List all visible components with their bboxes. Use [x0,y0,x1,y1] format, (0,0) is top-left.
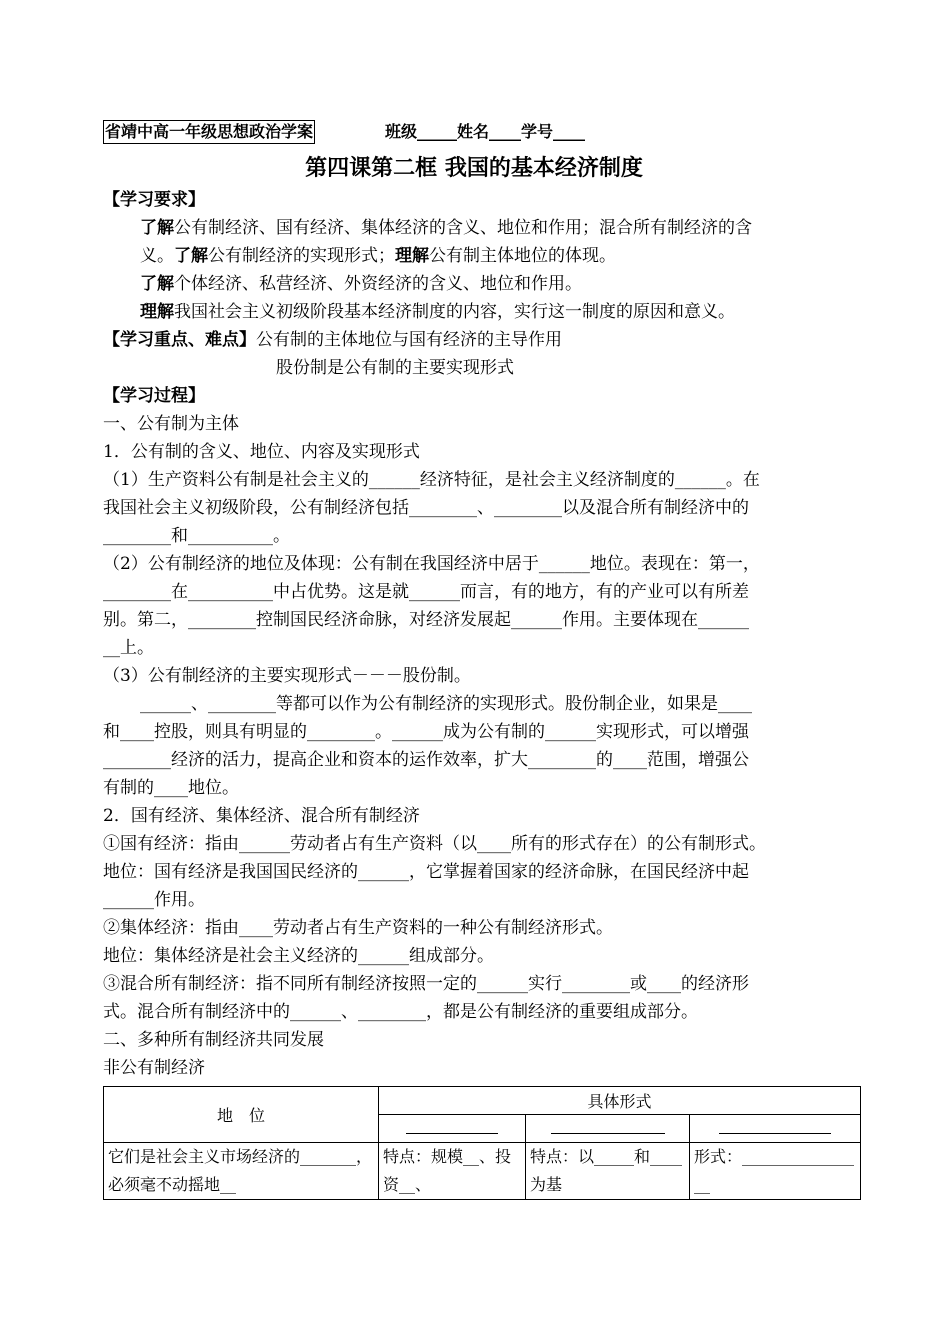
table-header-forms: 具体形式 [379,1087,861,1115]
text-line: __上。 [103,638,154,658]
text-line: 一、公有制为主体 [103,414,239,434]
table-cell: 形式：________________ [690,1143,861,1200]
text-line: （2）公有制经济的地位及体现：公有制在我国经济中居于______地位。表现在：第一， [103,554,760,574]
table-blank-cell [690,1115,861,1143]
table-blank-cell [379,1115,526,1143]
table-cell: 特点：规模__、投资__、 [379,1143,526,1200]
requirement-line: 理解我国社会主义初级阶段基本经济制度的内容，实行这一制度的原因和意义。 [140,302,735,322]
text-line: ①国有经济：指由______劳动者占有生产资料（以____所有的形式存在）的公有制形式。 [103,834,766,854]
text-line: （1）生产资料公有制是社会主义的______经济特征，是社会主义经济制度的______。在 [103,470,760,490]
text-line: 非公有制经济 [103,1058,205,1078]
text-line: ________经济的活力，提高企业和资本的运作效率，扩大________的____范围，增强公 [103,750,749,770]
focus-item: 股份制是公有制的主要实现形式 [276,358,514,378]
text-line: 2．国有经济、集体经济、混合所有制经济 [103,806,420,826]
page-title: 第四课第二框 我国的基本经济制度 [305,155,643,181]
text-line: ②集体经济：指由____劳动者占有生产资料的一种公有制经济形式。 [103,918,613,938]
document-page [103,118,855,1200]
process-heading: 【学习过程】 [103,386,205,406]
requirement-line: 义。了解公有制经济的实现形式；理解公有制主体地位的体现。 [140,246,616,266]
text-line: 二、多种所有制经济共同发展 [103,1030,324,1050]
text-line: 地位：集体经济是社会主义经济的______组成部分。 [103,946,494,966]
school-label: 省靖中高一年级思想政治学案 [103,120,315,144]
non-public-economy-table [103,1086,861,1200]
requirements-heading: 【学习要求】 [103,190,205,210]
text-line: 别。第二，________控制国民经济命脉，对经济发展起______作用。主要体现在______ [103,610,749,630]
student-info-fields: 班级_____姓名____学号____ [385,122,586,141]
text-line: ________在__________中占优势。这是就______而言，有的地方，有的产业可以有所差 [103,582,749,602]
focus-heading: 【学习重点、难点】 [103,330,256,350]
text-line: 有制的____地位。 [103,778,239,798]
requirement-line: 了解公有制经济、国有经济、集体经济的含义、地位和作用；混合所有制经济的含 [140,218,752,238]
table-blank-cell [526,1115,690,1143]
text-line: 1．公有制的含义、地位、内容及实现形式 [103,442,420,462]
text-line: ________和__________。 [103,526,290,546]
table-cell: 它们是社会主义市场经济的_______，必须毫不动摇地__ [104,1143,379,1200]
text-line: 我国社会主义初级阶段，公有制经济包括________、________以及混合所有制经济中的 [103,498,749,518]
text-line: ______作用。 [103,890,205,910]
header [103,118,845,146]
table-header-status: 地 位 [104,1087,379,1143]
text-line: 地位：国有经济是我国国民经济的______，它掌握着国家的经济命脉，在国民经济中起 [103,862,749,882]
focus-line [103,326,845,354]
table-cell: 特点：以_____和____为基 [526,1143,690,1200]
text-line: ③混合所有制经济：指不同所有制经济按照一定的______实行________或____的经济形 [103,974,749,994]
text-line: ______、________等都可以作为公有制经济的实现形式。股份制企业，如果是____ [140,694,752,714]
requirement-line: 了解个体经济、私营经济、外资经济的含义、地位和作用。 [140,274,582,294]
text-line: 式。混合所有制经济中的______、________，都是公有制经济的重要组成部分。 [103,1002,698,1022]
focus-item: 公有制的主体地位与国有经济的主导作用 [256,330,562,350]
text-line: 和____控股，则具有明显的________。______成为公有制的______实现形式，可以增强 [103,722,749,742]
text-line: （3）公有制经济的主要实现形式－－－股份制。 [103,666,471,686]
